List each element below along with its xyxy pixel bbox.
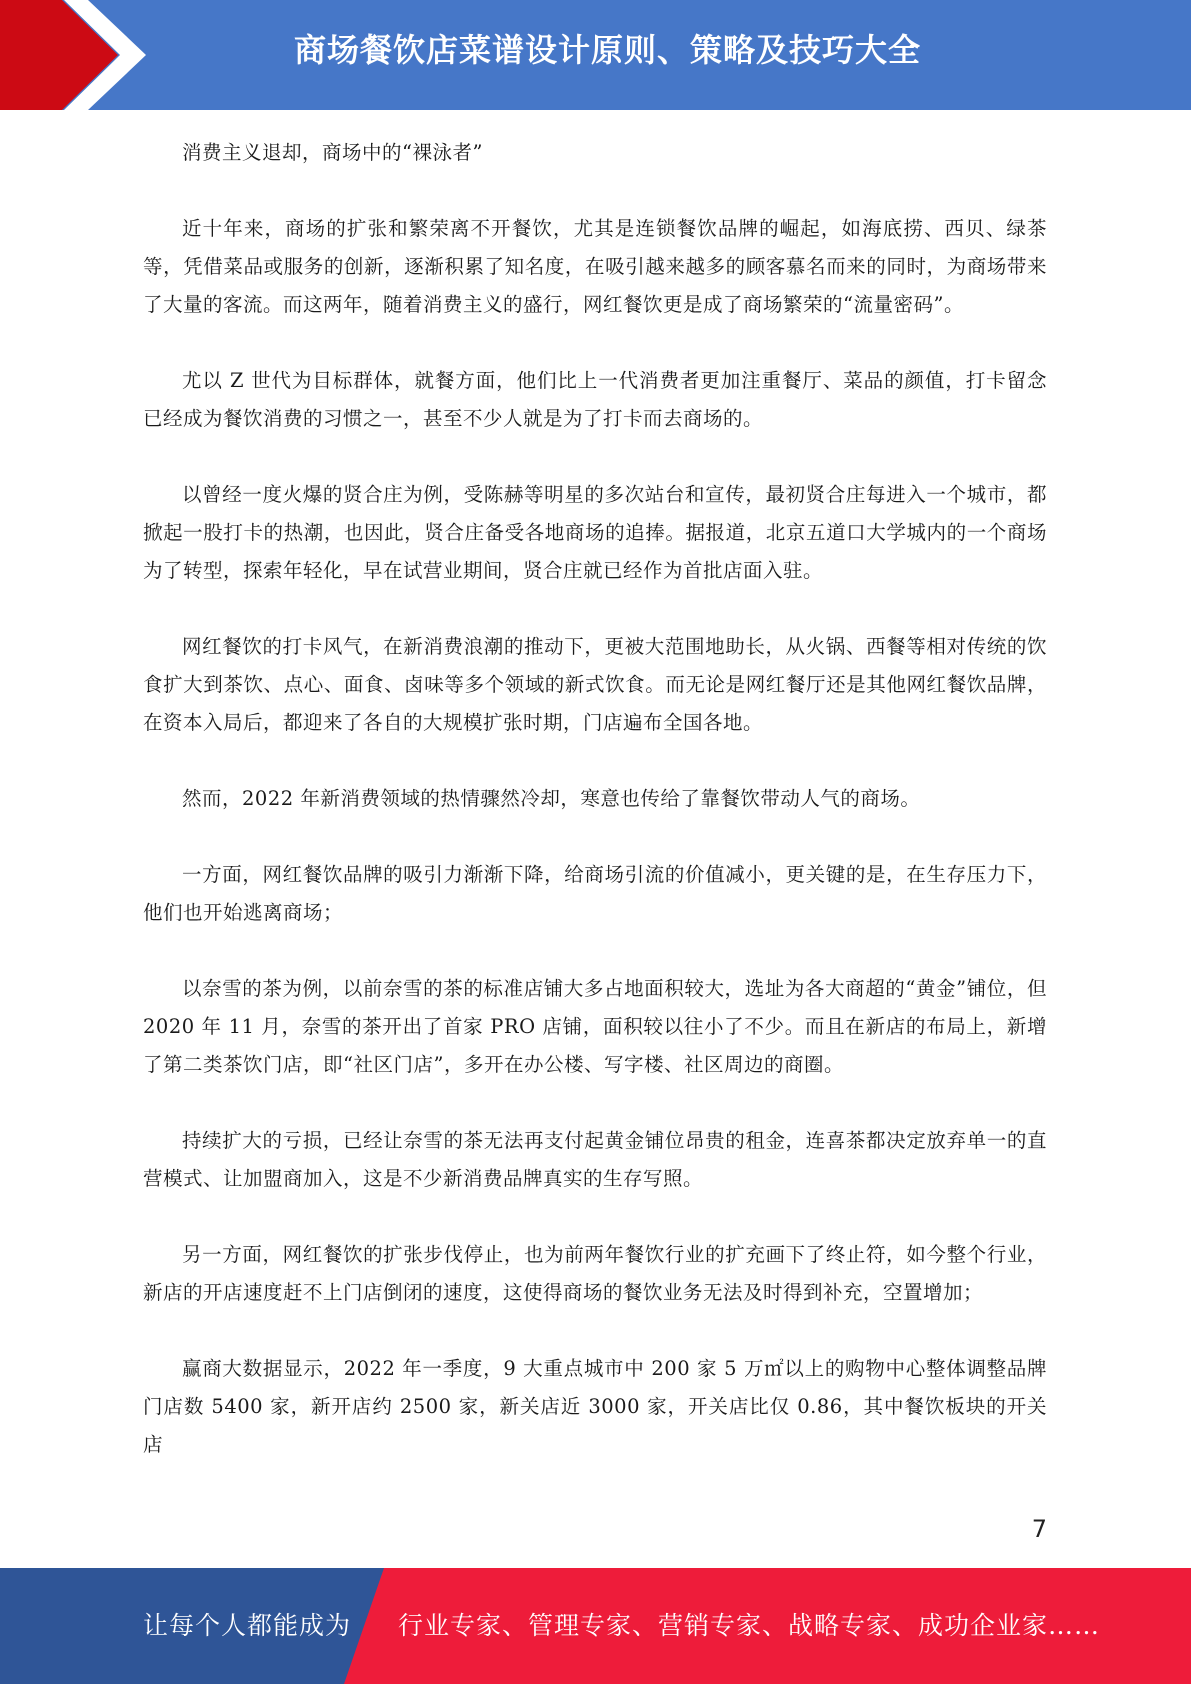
paragraph: 持续扩大的亏损，已经让奈雪的茶无法再支付起黄金铺位昂贵的租金，连喜茶都决定放弃单一的直营模式、让加盟商加入，这是不少新消费品牌真实的生存写照。 bbox=[143, 1129, 1047, 1190]
footer-slogan-roles: 行业专家、管理专家、营销专家、战略专家、成功企业家…… bbox=[398, 1611, 1101, 1640]
article-body bbox=[143, 134, 1047, 1502]
paragraph: 以奈雪的茶为例，以前奈雪的茶的标准店铺大多占地面积较大，选址为各大商超的“黄金”铺位，但 2020 年 11 月，奈雪的茶开出了首家 PRO 店铺，面积较以往小了不少。而且在新店的布局上，新增了第二类茶饮门店，即“社区门店”，多开在办公楼、写字楼、社区周边的商圈。 bbox=[143, 977, 1047, 1076]
paragraph: 然而，2022 年新消费领域的热情骤然冷却，寒意也传给了靠餐饮带动人气的商场。 bbox=[182, 787, 921, 810]
document-title: 商场餐饮店菜谱设计原则、策略及技巧大全 bbox=[293, 31, 921, 69]
paragraph: 一方面，网红餐饮品牌的吸引力渐渐下降，给商场引流的价值减小，更关键的是，在生存压力下，他们也开始逃离商场； bbox=[143, 863, 1047, 924]
page-header bbox=[0, 0, 1191, 110]
paragraph: 网红餐饮的打卡风气，在新消费浪潮的推动下，更被大范围地助长，从火锅、西餐等相对传统的饮食扩大到茶饮、点心、面食、卤味等多个领域的新式饮食。而无论是网红餐厅还是其他网红餐饮品牌，在资本入局后，都迎来了各自的大规模扩张时期，门店遍布全国各地。 bbox=[143, 635, 1047, 734]
paragraph: 近十年来，商场的扩张和繁荣离不开餐饮，尤其是连锁餐饮品牌的崛起，如海底捞、西贝、绿茶等，凭借菜品或服务的创新，逐渐积累了知名度，在吸引越来越多的顾客慕名而来的同时，为商场带来了大量的客流。而这两年，随着消费主义的盛行，网红餐饮更是成了商场繁荣的“流量密码”。 bbox=[143, 217, 1047, 316]
footer-slogan-lead: 让每个人都能成为 bbox=[143, 1611, 352, 1640]
paragraph: 以曾经一度火爆的贤合庄为例，受陈赫等明星的多次站台和宣传，最初贤合庄每进入一个城市，都掀起一股打卡的热潮，也因此，贤合庄备受各地商场的追捧。据报道，北京五道口大学城内的一个商场为了转型，探索年轻化，早在试营业期间，贤合庄就已经作为首批店面入驻。 bbox=[143, 483, 1047, 582]
paragraph: 尤以 Z 世代为目标群体，就餐方面，他们比上一代消费者更加注重餐厅、菜品的颜值，打卡留念已经成为餐饮消费的习惯之一，甚至不少人就是为了打卡而去商场的。 bbox=[143, 369, 1047, 430]
paragraph: 另一方面，网红餐饮的扩张步伐停止，也为前两年餐饮行业的扩充画下了终止符，如今整个行业，新店的开店速度赶不上门店倒闭的速度，这使得商场的餐饮业务无法及时得到补充，空置增加； bbox=[143, 1243, 1047, 1304]
paragraph: 赢商大数据显示，2022 年一季度，9 大重点城市中 200 家 5 万㎡以上的购物中心整体调整品牌门店数 5400 家，新开店约 2500 家，新关店近 3000 家，开关店比仅 0.86，其中餐饮板块的开关店 bbox=[143, 1357, 1047, 1456]
section-heading: 消费主义退却，商场中的“裸泳者” bbox=[182, 141, 483, 164]
page-footer bbox=[0, 1568, 1191, 1684]
page-number: 7 bbox=[1031, 1515, 1047, 1543]
